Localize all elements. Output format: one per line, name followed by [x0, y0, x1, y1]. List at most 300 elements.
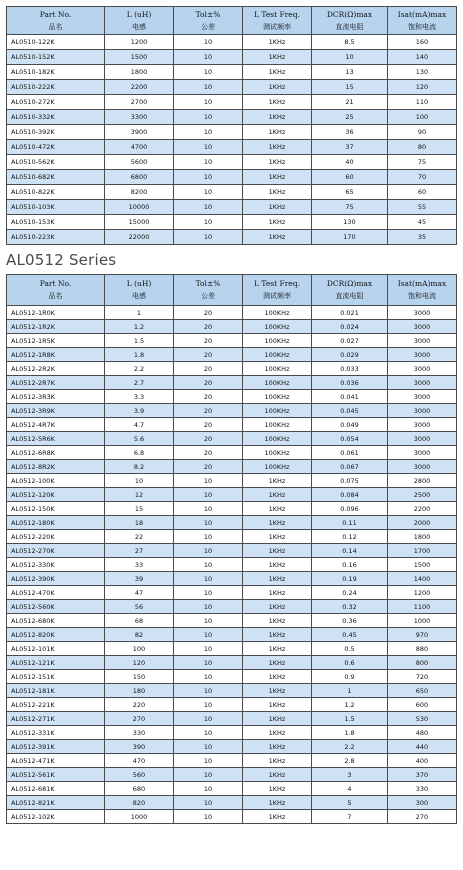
cell-test-freq: 1KHz — [243, 684, 312, 698]
table-row — [7, 80, 457, 95]
cell-test-freq: 1KHz — [243, 230, 312, 245]
header-tolerance: Tol±% 公差 — [174, 7, 243, 35]
cell-test-freq: 1KHz — [243, 488, 312, 502]
cell-tolerance: 10 — [174, 670, 243, 684]
cell-inductance: 560 — [105, 768, 174, 782]
cell-tolerance: 20 — [174, 446, 243, 460]
cell-isat: 3000 — [388, 390, 457, 404]
cell-isat: 90 — [388, 125, 457, 140]
cell-part-no: AL0512-151K — [7, 670, 105, 684]
cell-isat: 1000 — [388, 614, 457, 628]
table-row — [7, 155, 457, 170]
cell-isat: 140 — [388, 50, 457, 65]
table-row — [7, 558, 457, 572]
cell-isat: 2000 — [388, 516, 457, 530]
cell-isat: 55 — [388, 200, 457, 215]
cell-inductance: 6800 — [105, 170, 174, 185]
cell-test-freq: 1KHz — [243, 698, 312, 712]
cell-isat: 2200 — [388, 502, 457, 516]
cell-test-freq: 1KHz — [243, 796, 312, 810]
cell-isat: 720 — [388, 670, 457, 684]
cell-inductance: 33 — [105, 558, 174, 572]
cell-test-freq: 1KHz — [243, 544, 312, 558]
header-part-no: Part No. 品名 — [7, 7, 105, 35]
table-header-row — [7, 7, 457, 35]
cell-isat: 400 — [388, 754, 457, 768]
cell-tolerance: 10 — [174, 140, 243, 155]
table-row — [7, 712, 457, 726]
cell-tolerance: 10 — [174, 600, 243, 614]
cell-tolerance: 20 — [174, 376, 243, 390]
cell-test-freq: 1KHz — [243, 628, 312, 642]
cell-isat: 440 — [388, 740, 457, 754]
cell-isat: 1400 — [388, 572, 457, 586]
cell-inductance: 2200 — [105, 80, 174, 95]
cell-dcr: 0.24 — [312, 586, 388, 600]
header-test-freq: L Test Freq. 测试频率 — [243, 7, 312, 35]
cell-tolerance: 10 — [174, 200, 243, 215]
cell-part-no: AL0510-222K — [7, 80, 105, 95]
cell-part-no: AL0512-150K — [7, 502, 105, 516]
table-row — [7, 586, 457, 600]
cell-isat: 2500 — [388, 488, 457, 502]
cell-test-freq: 1KHz — [243, 50, 312, 65]
cell-test-freq: 100KHz — [243, 432, 312, 446]
cell-part-no: AL0512-271K — [7, 712, 105, 726]
cell-test-freq: 100KHz — [243, 376, 312, 390]
cell-tolerance: 10 — [174, 474, 243, 488]
cell-test-freq: 1KHz — [243, 155, 312, 170]
cell-part-no: AL0512-680K — [7, 614, 105, 628]
table-row — [7, 215, 457, 230]
cell-isat: 480 — [388, 726, 457, 740]
cell-test-freq: 100KHz — [243, 362, 312, 376]
cell-tolerance: 10 — [174, 215, 243, 230]
table-row — [7, 572, 457, 586]
cell-part-no: AL0510-152K — [7, 50, 105, 65]
cell-tolerance: 10 — [174, 768, 243, 782]
cell-inductance: 820 — [105, 796, 174, 810]
cell-test-freq: 1KHz — [243, 125, 312, 140]
header-part-no: Part No. 品名 — [7, 275, 105, 306]
cell-inductance: 680 — [105, 782, 174, 796]
cell-test-freq: 1KHz — [243, 782, 312, 796]
cell-test-freq: 1KHz — [243, 656, 312, 670]
cell-inductance: 1 — [105, 306, 174, 320]
cell-dcr: 65 — [312, 185, 388, 200]
cell-inductance: 1.8 — [105, 348, 174, 362]
cell-dcr: 8.5 — [312, 35, 388, 50]
cell-part-no: AL0510-122K — [7, 35, 105, 50]
cell-part-no: AL0512-180K — [7, 516, 105, 530]
cell-dcr: 3 — [312, 768, 388, 782]
table-row — [7, 170, 457, 185]
cell-test-freq: 100KHz — [243, 306, 312, 320]
cell-part-no: AL0512-6R8K — [7, 446, 105, 460]
cell-inductance: 390 — [105, 740, 174, 754]
cell-isat: 1800 — [388, 530, 457, 544]
cell-test-freq: 1KHz — [243, 80, 312, 95]
cell-isat: 70 — [388, 170, 457, 185]
cell-part-no: AL0512-1R8K — [7, 348, 105, 362]
cell-part-no: AL0512-471K — [7, 754, 105, 768]
cell-inductance: 470 — [105, 754, 174, 768]
cell-tolerance: 10 — [174, 572, 243, 586]
cell-inductance: 100 — [105, 642, 174, 656]
cell-isat: 45 — [388, 215, 457, 230]
series-title-al0512: AL0512 Series — [6, 251, 117, 269]
table-row — [7, 320, 457, 334]
cell-tolerance: 10 — [174, 782, 243, 796]
header-isat: Isat(mA)max 饱和电流 — [388, 275, 457, 306]
cell-inductance: 1000 — [105, 810, 174, 824]
cell-inductance: 39 — [105, 572, 174, 586]
cell-tolerance: 10 — [174, 614, 243, 628]
cell-test-freq: 1KHz — [243, 110, 312, 125]
cell-isat: 3000 — [388, 334, 457, 348]
cell-tolerance: 10 — [174, 698, 243, 712]
cell-part-no: AL0512-390K — [7, 572, 105, 586]
cell-isat: 370 — [388, 768, 457, 782]
cell-dcr: 0.033 — [312, 362, 388, 376]
cell-isat: 1200 — [388, 586, 457, 600]
cell-part-no: AL0512-391K — [7, 740, 105, 754]
table-row — [7, 418, 457, 432]
cell-inductance: 5.6 — [105, 432, 174, 446]
cell-isat: 2800 — [388, 474, 457, 488]
table-row — [7, 125, 457, 140]
table-row — [7, 488, 457, 502]
table-row — [7, 698, 457, 712]
cell-part-no: AL0510-562K — [7, 155, 105, 170]
cell-inductance: 120 — [105, 656, 174, 670]
cell-tolerance: 10 — [174, 586, 243, 600]
cell-isat: 1700 — [388, 544, 457, 558]
cell-dcr: 40 — [312, 155, 388, 170]
cell-dcr: 37 — [312, 140, 388, 155]
table-row — [7, 810, 457, 824]
table-row — [7, 642, 457, 656]
cell-tolerance: 10 — [174, 642, 243, 656]
cell-dcr: 0.6 — [312, 656, 388, 670]
cell-isat: 880 — [388, 642, 457, 656]
cell-part-no: AL0512-120K — [7, 488, 105, 502]
cell-test-freq: 100KHz — [243, 460, 312, 474]
cell-isat: 75 — [388, 155, 457, 170]
cell-part-no: AL0512-681K — [7, 782, 105, 796]
cell-test-freq: 1KHz — [243, 712, 312, 726]
table-row — [7, 230, 457, 245]
cell-isat: 3000 — [388, 418, 457, 432]
cell-tolerance: 10 — [174, 544, 243, 558]
cell-isat: 35 — [388, 230, 457, 245]
cell-inductance: 3300 — [105, 110, 174, 125]
cell-inductance: 180 — [105, 684, 174, 698]
cell-tolerance: 20 — [174, 320, 243, 334]
cell-dcr: 25 — [312, 110, 388, 125]
cell-tolerance: 10 — [174, 684, 243, 698]
cell-inductance: 4.7 — [105, 418, 174, 432]
cell-tolerance: 10 — [174, 35, 243, 50]
cell-isat: 3000 — [388, 432, 457, 446]
cell-test-freq: 1KHz — [243, 740, 312, 754]
table-row — [7, 460, 457, 474]
table-row — [7, 474, 457, 488]
cell-dcr: 0.096 — [312, 502, 388, 516]
cell-inductance: 3.9 — [105, 404, 174, 418]
cell-dcr: 0.036 — [312, 376, 388, 390]
cell-tolerance: 10 — [174, 726, 243, 740]
cell-dcr: 0.11 — [312, 516, 388, 530]
cell-test-freq: 1KHz — [243, 516, 312, 530]
cell-part-no: AL0512-121K — [7, 656, 105, 670]
cell-tolerance: 20 — [174, 306, 243, 320]
cell-tolerance: 10 — [174, 796, 243, 810]
cell-part-no: AL0510-103K — [7, 200, 105, 215]
cell-test-freq: 100KHz — [243, 348, 312, 362]
table-row — [7, 740, 457, 754]
cell-part-no: AL0512-2R2K — [7, 362, 105, 376]
cell-tolerance: 10 — [174, 810, 243, 824]
cell-inductance: 22 — [105, 530, 174, 544]
cell-test-freq: 1KHz — [243, 530, 312, 544]
cell-dcr: 0.067 — [312, 460, 388, 474]
cell-test-freq: 1KHz — [243, 200, 312, 215]
cell-tolerance: 10 — [174, 125, 243, 140]
cell-test-freq: 1KHz — [243, 65, 312, 80]
cell-isat: 970 — [388, 628, 457, 642]
cell-inductance: 2700 — [105, 95, 174, 110]
cell-inductance: 82 — [105, 628, 174, 642]
cell-dcr: 1.8 — [312, 726, 388, 740]
cell-tolerance: 10 — [174, 230, 243, 245]
table-row — [7, 432, 457, 446]
cell-part-no: AL0510-272K — [7, 95, 105, 110]
cell-inductance: 3900 — [105, 125, 174, 140]
table-row — [7, 670, 457, 684]
cell-tolerance: 20 — [174, 390, 243, 404]
cell-tolerance: 10 — [174, 50, 243, 65]
cell-isat: 1500 — [388, 558, 457, 572]
cell-part-no: AL0512-270K — [7, 544, 105, 558]
cell-test-freq: 1KHz — [243, 726, 312, 740]
cell-dcr: 0.049 — [312, 418, 388, 432]
al0512-spec-table — [6, 274, 457, 824]
header-dcr: DCR(Ω)max 直流电阻 — [312, 275, 388, 306]
cell-dcr: 0.054 — [312, 432, 388, 446]
cell-isat: 120 — [388, 80, 457, 95]
cell-dcr: 60 — [312, 170, 388, 185]
table-row — [7, 628, 457, 642]
cell-tolerance: 20 — [174, 404, 243, 418]
table-row — [7, 306, 457, 320]
cell-part-no: AL0512-820K — [7, 628, 105, 642]
cell-dcr: 5 — [312, 796, 388, 810]
cell-inductance: 2.2 — [105, 362, 174, 376]
cell-part-no: AL0510-822K — [7, 185, 105, 200]
cell-tolerance: 10 — [174, 155, 243, 170]
table-row — [7, 796, 457, 810]
cell-isat: 3000 — [388, 460, 457, 474]
table-row — [7, 334, 457, 348]
cell-dcr: 0.027 — [312, 334, 388, 348]
cell-part-no: AL0512-3R3K — [7, 390, 105, 404]
cell-inductance: 27 — [105, 544, 174, 558]
cell-isat: 60 — [388, 185, 457, 200]
cell-tolerance: 10 — [174, 628, 243, 642]
cell-tolerance: 10 — [174, 754, 243, 768]
cell-test-freq: 1KHz — [243, 558, 312, 572]
cell-inductance: 330 — [105, 726, 174, 740]
table-row — [7, 726, 457, 740]
cell-inductance: 150 — [105, 670, 174, 684]
cell-dcr: 15 — [312, 80, 388, 95]
cell-tolerance: 20 — [174, 362, 243, 376]
cell-inductance: 18 — [105, 516, 174, 530]
cell-tolerance: 10 — [174, 488, 243, 502]
cell-inductance: 3.3 — [105, 390, 174, 404]
cell-inductance: 68 — [105, 614, 174, 628]
cell-tolerance: 20 — [174, 334, 243, 348]
cell-isat: 130 — [388, 65, 457, 80]
cell-part-no: AL0512-181K — [7, 684, 105, 698]
cell-dcr: 36 — [312, 125, 388, 140]
cell-dcr: 0.19 — [312, 572, 388, 586]
table-row — [7, 348, 457, 362]
cell-dcr: 4 — [312, 782, 388, 796]
cell-tolerance: 10 — [174, 185, 243, 200]
cell-test-freq: 1KHz — [243, 614, 312, 628]
cell-test-freq: 1KHz — [243, 474, 312, 488]
cell-tolerance: 20 — [174, 348, 243, 362]
table-row — [7, 502, 457, 516]
cell-dcr: 1.5 — [312, 712, 388, 726]
table-row — [7, 65, 457, 80]
cell-dcr: 0.045 — [312, 404, 388, 418]
cell-isat: 800 — [388, 656, 457, 670]
cell-dcr: 0.029 — [312, 348, 388, 362]
table-row — [7, 110, 457, 125]
header-dcr: DCR(Ω)max 直流电阻 — [312, 7, 388, 35]
table-row — [7, 50, 457, 65]
cell-test-freq: 1KHz — [243, 572, 312, 586]
cell-dcr: 13 — [312, 65, 388, 80]
table-row — [7, 782, 457, 796]
cell-inductance: 10000 — [105, 200, 174, 215]
cell-dcr: 75 — [312, 200, 388, 215]
cell-part-no: AL0512-3R9K — [7, 404, 105, 418]
cell-part-no: AL0512-2R7K — [7, 376, 105, 390]
cell-inductance: 220 — [105, 698, 174, 712]
cell-dcr: 21 — [312, 95, 388, 110]
cell-test-freq: 1KHz — [243, 502, 312, 516]
cell-inductance: 1200 — [105, 35, 174, 50]
cell-inductance: 6.8 — [105, 446, 174, 460]
table-row — [7, 600, 457, 614]
cell-part-no: AL0510-223K — [7, 230, 105, 245]
cell-test-freq: 1KHz — [243, 600, 312, 614]
cell-part-no: AL0512-1R2K — [7, 320, 105, 334]
cell-inductance: 47 — [105, 586, 174, 600]
cell-tolerance: 10 — [174, 530, 243, 544]
header-inductance: L (uH) 电感 — [105, 275, 174, 306]
cell-inductance: 5600 — [105, 155, 174, 170]
cell-inductance: 10 — [105, 474, 174, 488]
table-row — [7, 390, 457, 404]
cell-inductance: 56 — [105, 600, 174, 614]
cell-dcr: 7 — [312, 810, 388, 824]
cell-dcr: 0.14 — [312, 544, 388, 558]
table-row — [7, 754, 457, 768]
cell-isat: 3000 — [388, 404, 457, 418]
cell-test-freq: 1KHz — [243, 642, 312, 656]
cell-test-freq: 100KHz — [243, 404, 312, 418]
cell-tolerance: 10 — [174, 110, 243, 125]
cell-part-no: AL0512-100K — [7, 474, 105, 488]
cell-inductance: 1.5 — [105, 334, 174, 348]
cell-test-freq: 1KHz — [243, 768, 312, 782]
cell-part-no: AL0512-5R6K — [7, 432, 105, 446]
cell-part-no: AL0510-182K — [7, 65, 105, 80]
table-row — [7, 544, 457, 558]
cell-test-freq: 1KHz — [243, 215, 312, 230]
cell-part-no: AL0510-392K — [7, 125, 105, 140]
cell-isat: 3000 — [388, 348, 457, 362]
cell-inductance: 22000 — [105, 230, 174, 245]
cell-part-no: AL0510-472K — [7, 140, 105, 155]
cell-inductance: 1800 — [105, 65, 174, 80]
table-row — [7, 376, 457, 390]
cell-tolerance: 20 — [174, 418, 243, 432]
cell-isat: 650 — [388, 684, 457, 698]
cell-isat: 330 — [388, 782, 457, 796]
table-row — [7, 140, 457, 155]
cell-dcr: 0.021 — [312, 306, 388, 320]
cell-tolerance: 10 — [174, 170, 243, 185]
table-row — [7, 768, 457, 782]
cell-dcr: 0.45 — [312, 628, 388, 642]
cell-test-freq: 1KHz — [243, 670, 312, 684]
cell-isat: 100 — [388, 110, 457, 125]
cell-tolerance: 10 — [174, 95, 243, 110]
cell-dcr: 1.2 — [312, 698, 388, 712]
cell-isat: 3000 — [388, 446, 457, 460]
cell-part-no: AL0512-330K — [7, 558, 105, 572]
cell-isat: 300 — [388, 796, 457, 810]
cell-inductance: 1.2 — [105, 320, 174, 334]
cell-part-no: AL0512-821K — [7, 796, 105, 810]
cell-dcr: 2.2 — [312, 740, 388, 754]
cell-part-no: AL0512-1R0K — [7, 306, 105, 320]
cell-inductance: 15 — [105, 502, 174, 516]
cell-test-freq: 1KHz — [243, 810, 312, 824]
cell-dcr: 0.12 — [312, 530, 388, 544]
al0510-spec-table — [6, 6, 457, 245]
cell-part-no: AL0512-4R7K — [7, 418, 105, 432]
cell-part-no: AL0512-221K — [7, 698, 105, 712]
cell-tolerance: 10 — [174, 80, 243, 95]
cell-tolerance: 10 — [174, 516, 243, 530]
cell-part-no: AL0512-220K — [7, 530, 105, 544]
cell-dcr: 170 — [312, 230, 388, 245]
cell-isat: 270 — [388, 810, 457, 824]
table-row — [7, 530, 457, 544]
table-row — [7, 684, 457, 698]
cell-test-freq: 1KHz — [243, 754, 312, 768]
cell-dcr: 0.32 — [312, 600, 388, 614]
cell-part-no: AL0512-102K — [7, 810, 105, 824]
cell-dcr: 0.5 — [312, 642, 388, 656]
